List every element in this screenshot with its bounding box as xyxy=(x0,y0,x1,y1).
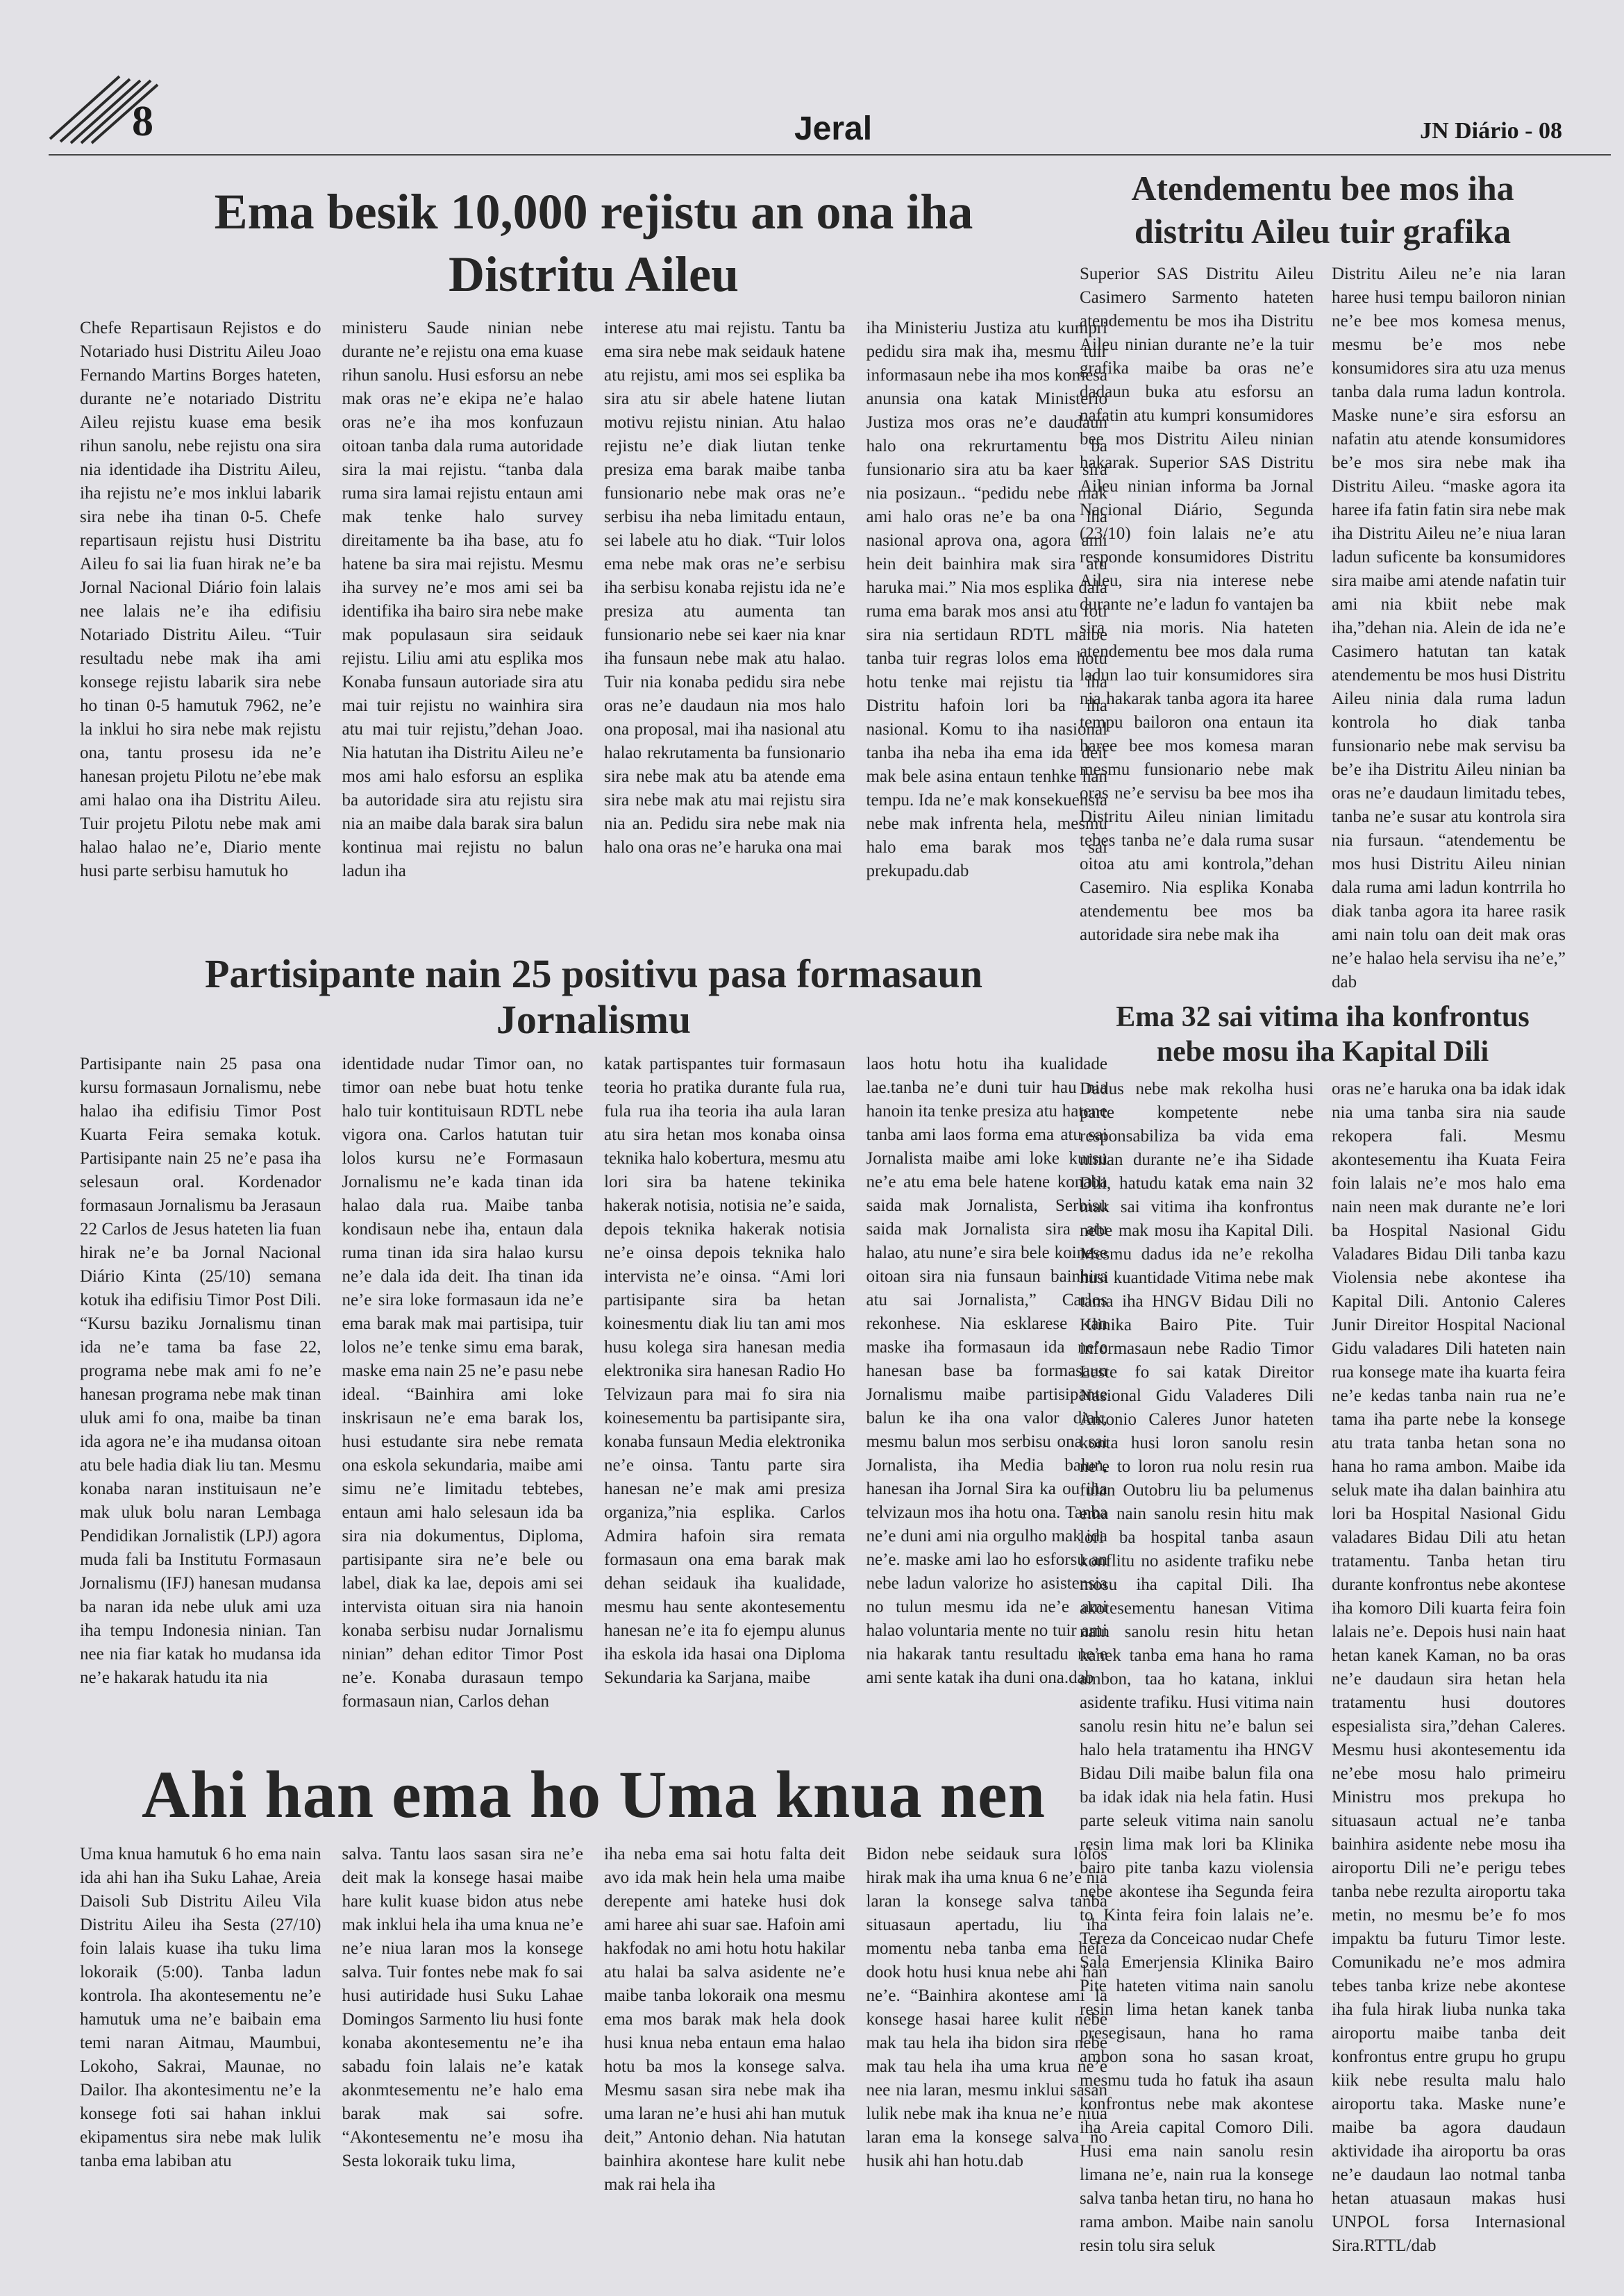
article-journalism-col-3: katak partispantes tuir formasaun teoria ho pratika durante fula rua, fula rua iha teoria iha aula laran atu sira hetan mos konaba oinsa teknika halo kobertura, mesmu atu lori sira ba hatene tekinika hakerak notisia, notisia ne’e saida, depois teknika hakerak notisia ne’e oinsa depois teknika halo intervista ne’e oinsa. “Ami lori partisipante sira ba hetan koinesmentu diak liu tan ami mos husu kolega sira hanesan media elektronika sira hanesan Radio Ho Telvizaun para mai fo sira nia koinesementu ba partisipante sira, konaba funsaun Media elektronika ne’e oinsa. Tantu parte sira hanesan ne’e mak ami presiza organiza,”nia esplika. Carlos Admira hafoin sira remata formasaun ona ema barak mak dehan seidauk iha kualidade, mesmu hau sente akontesementu hanesan ne’e ita fo ejempu alunus iha eskola ida hasai ona Diploma Sekundaria ka Sarjana, maibe xyxy=(604,1055,846,1687)
article-journalism-col-4: laos hotu hotu iha kualidade lae.tanba ne’e duni tuir hau nia hanoin ita tenke presiza atu hatene tanba ami laos forma ema atu sai Jornalista maibe ami loke kursu ne’e atu ema bele hatene konaba saida mak Jornalista, Serbisu saida mak Jornalista sira atu halao, atu nune’e sira bele koinese oitoan sira nia funsaun bainhira atu sai Jornalista,” Carlos rekonhese. Nia esklarese tan maske iha formasaun ida ne’e hanesan base ba formasaun Jornalismu maibe partisipante balun ke iha ona valor diak, mesmu balun mos serbisu ona sai Jornalista, iha Media balun, hanesan iha Jornal Sira ka ou iha telvizaun mos iha hotu ona. Tanba ne’e duni ami nia orgulho mak ida ne’e. maske ami lao ho esforsu an nebe ladun valorize ho asistensia no tulun mesmu ida ne’e ami halao voluntaria mente no tuir ami nia hakarak tantu resultadu ne’e ami sente katak iha duni ona.dab xyxy=(866,1055,1107,1687)
article-fire-col-2: salva. Tantu laos sasan sira ne’e deit mak la konsege hasai maibe hare kulit kuase bidon atus nebe mak inklui hela iha uma knua ne’e ne’e niua laran mos la konsege salva. Tuir fontes nebe mak fo sai husi autiridade husi Suku Lahae Domingos Sarmento liu husi fonte konaba akontesementu ne’e iha sabadu foin lalais ne’e katak akonmtesementu ne’e halo ema barak mak sai sofre. “Akontesementu ne’e mosu iha Sesta lokoraik tuku lima, xyxy=(342,1845,583,2170)
article-registration-headline: Ema besik 10,000 rejistu an ona iha Distritu Aileu xyxy=(214,184,973,302)
article-water xyxy=(1080,167,1566,998)
article-fire-col-1: Uma knua hamutuk 6 ho ema nain ida ahi han iha Suku Lahae, Areia Daisoli Sub Distritu Aileu Vila Distritu Aileu iha Sesta (27/10) foin lalais kuase iha tuku lima lokoraik (5:00). Tanba ladun kontrola. Iha akontesementu ne’e hamutuk uma ne’e baibain ema temi naran Aitmau, Maumbui, Lokoho, Sakrai, Maunae, no Dailor. Iha akontesimentu ne’e la konsege foti sai hahan inklui ekipamentus sira nebe mak lulik tanba ema labiban atu xyxy=(80,1845,321,2170)
article-journalism-headline: Partisipante nain 25 positivu pasa formasaun Jornalismu xyxy=(205,951,982,1042)
page-number: 8 xyxy=(132,98,153,145)
article-journalism xyxy=(80,951,1107,1747)
article-fire-col-4: Bidon nebe seidauk sura lolos hirak mak iha uma knua 6 ne’e nia laran la konsege salva tanba situasaun apertadu, liu iha momentu neba tanba ema hela dook hotu husi knua nebe ahi han ne’e. “Bainhira akontese ami la konsege hasai haree kulit nebe mak tau hela iha bidon sira nebe mak tau hela iha uma krua ne’e nee nia laran, mesmu inklui sasan lulik nebe mak iha knua ne’e niua laran ema la konsege salva no husik ahi han hotu.dab xyxy=(866,1845,1107,2170)
header-rule xyxy=(49,154,1611,156)
article-registration xyxy=(80,181,1107,948)
article-victims-col-2: oras ne’e haruka ona ba idak idak nia uma tanba sira nia saude rekopera fali. Mesmu akontesementu iha Kuata Feira foin lalais ne’e mos halo ema nain neen mak durante ne’e lori ba Hospital Nasional Gidu Valadares Bidau Dili tanba kazu Violensia nebe akontese iha Kapital Dili. Antonio Caleres Junir Direitor Hospital Nacional Gidu valadares Dili hateten nain rua konsege mate iha kuarta feira ne’e kedas tanba nain rua ne’e tama iha parte nebe la konsege atu trata tanba hetan sona no hana ho rama ambon. Maibe ida seluk mate iha dalan bainhira atu lori ba Hospital Nasional Gidu valadares Bidau Dili atu hetan tratamentu. Tanba hetan tiru durante konfrontus nebe akontese iha komoro Dili kuarta feira foin lalais ne’e. Depois husi nain haat hetan kanek Kaman, no ba oras ne’e daudaun sira hetan hela tratamentu husi doutores espesialista sira,”dehan Caleres. Mesmu husi akontesementu ida ne’ebe mosu halo primeiru Ministru mos prekupa ho situasaun actual ne’e tanba bainhira asidente nebe mosu iha airoportu Dili ne’e perigu tebes tanba nebe rezulta airoportu taka metin, no mesmu be’e fo mos impaktu ba futuru Timor leste. Comunikadu ne’e mos admira tebes tanba krize nebe akontese iha fula hirak liuba nunka taka airoportu maibe tanba deit konfrontus entre grupu ho grupu kiik nebe resulta malu halo airoportu taka. Maske nune’e maibe ba agora daudaun aktividade iha airoportu ba oras ne’e daudaun lao notmal tanba hetan atuasaun makas husi UNPOL forsa Internasional Sira.RTTL/dab xyxy=(1332,1080,1566,2255)
page-header xyxy=(0,0,1624,160)
article-victims-headline: Ema 32 sai vitima iha konfrontus nebe mosu iha Kapital Dili xyxy=(1116,1001,1530,1068)
article-journalism-col-1: Partisipante nain 25 pasa ona kursu formasaun Jornalismu, nebe halao iha edifisiu Timor Post Kuarta Feira semaka kotuk. Partisipante nain 25 ne’e pasa iha selesaun oral. Kordenador formasaun Jornalismu ba Jerasaun 22 Carlos de Jesus hateten lia fuan hirak ne’e ba Jornal Nacional Diário Kinta (25/10) semana kotuk iha edifisiu Timor Post Dili. “Kursu baziku Jornalismu tinan ida ne’e tama ba fase 22, programa nebe mak ami fo ne’e hanesan programa nebe mak tinan uluk ami fo ona, maibe ba tinan ida agora ne’e iha mudansa oitoan atu bele hadia diak liu tan. Mesmu konaba naran instituisaun ne’e mak uluk bolu naran Lembaga Pendidikan Jornalistik (LPJ) agora muda fali ba Institutu Formasaun Jornalismu (IFJ) hanesan mudansa ba naran ida nebe uluk ami uza iha tempu Indonesia ninian. Tan nee nia fiar katak ho mudansa ida ne’e hakarak hatudu ita nia xyxy=(80,1055,321,1687)
article-fire-headline: Ahi han ema ho Uma knua nen xyxy=(142,1757,1046,1832)
article-water-headline: Atendementu bee mos iha distritu Aileu tuir grafika xyxy=(1131,169,1514,251)
paper-folio: JN Diário - 08 xyxy=(1420,118,1562,144)
article-fire xyxy=(80,1757,1107,2218)
article-journalism-col-2: identidade nudar Timor oan, no timor oan nebe buat hotu tenke halo tuir kontituisaun RDTL nebe vigora ona. Carlos hatutan tuir lolos kursu ne’e Formasaun Jornalismu ne’e kada tinan ida halao dala rua. Maibe tanba kondisaun nebe iha, entaun dala ruma tinan ida sira halao kursu ne’e dala ida deit. Iha tinan ida ne’e sira loke formasaun ida ne’e ema barak mak mai partisipa, tuir lolos ne’e tenke simu ema barak, maske ema nain 25 ne’e pasu nebe ideal. “Bainhira ami loke inskrisaun ne’e ema barak los, husi estudante sira nebe remata ona eskola sekundaria, maibe ami simu ne’e limitadu tebtebes, entaun ami halo selesaun ida ba sira nia dokumentus, Diploma, partisipante sira ne’e bele ou label, diak ka lae, depois ami sei intervista oituan sira nia hanoin konaba serbisu nudar Jornalismu ninian” dehan editor Timor Post ne’e. Konaba durasaun tempo formasaun nian, Carlos dehan xyxy=(342,1055,583,1711)
article-victims xyxy=(1080,1000,1566,2255)
article-water-col-1: Superior SAS Distritu Aileu Casimero Sarmento hateten atendementu be mos iha Distritu Aileu ninian durante ne’e la tuir grafika maibe ba oras ne’e dadaun buka atu esforsu an nafatin atu kumpri konsumidores bee mos Distritu Aileu ninian hakarak. Superior SAS Distritu Aileu ninian informa ba Jornal Nacional Diário, Segunda (23/10) foin lalais ne’e atu responde konsumidores Distritu Aileu, sira nia interese nebe durante ne’e ladun fo vantajen ba sira nia moris. Nia hateten atendementu bee mos dala ruma ladun lao tuir konsumidores sira nia hakarak tanba agora ita haree tempu bailoron ona entaun ita haree bee mos komesa maran mesmu funsionario nebe mak oras ne’e servisu ba bee mos iha Distritu Aileu ninian limitadu tebes tanba ne’e dala ruma susar oitoa atu ami kontrola,”dehan Casemiro. Nia esplika Konaba atendementu bee mos ba autoridade sira nebe mak iha xyxy=(1080,265,1314,944)
article-registration-col-2: ministeru Saude ninian nebe durante ne’e rejistu ona ema kuase rihun sanolu. Husi esforsu an nebe mak oras ne’e ekipa ne’e halao oras ne’e iha mos konfuzaun oitoan tanba dala ruma autoridade sira la mai rejistu. “tanba dala ruma sira lamai rejistu entaun ami mak tenke halo survey direitamente ba iha base, atu fo hatene ba sira mai rejistu. Mesmu iha survey ne’e mos ami sei ba identifika iha bairo sira nebe make mak populasaun sira seidauk rejistu. Liliu ami atu esplika mos Konaba funsaun autoriade sira atu mai tuir rejistu no wainhira sira atu mai tuir rejistu,”dehan Joao. Nia hatutan iha Distritu Aileu ne’e mos ami halo esforsu an esplika ba autoridade sira atu rejistu sira nia an maibe dala barak sira balun kontinua mai rejistu no balun ladun iha xyxy=(342,319,583,880)
article-registration-col-4: iha Ministeriu Justiza atu kumpri pedidu sira mak iha, mesmu tuir informasaun nebe iha mos komesa anunsia ona katak Ministerio Justiza mos oras ne’e daudaun halo ona rekrurtamentu ba funsionario sira atu ba kaer sira nia posizaun.. “pedidu nebe mak ami halo oras ne’e ba ona iha nasional aprova ona, agora ami hein deit bainhira mak sira atu haruka mai.” Nia mos esplika dala ruma ema barak mos ansi atu foti sira nia sertidaun RDTL maibe tanba tuir regras lolos ema hotu hotu tenke mai rejistu tia iha Distritu hafoin lori ba iha nasional. Komu to iha nasional tanba iha neba iha ema ida deit mak bele asina entaun tenhke han tempu. Ida ne’e mak konsekuensia nebe mak infrenta hela, mesmu halo ema barak mos sai prekupadu.dab xyxy=(866,319,1107,880)
section-title: Jeral xyxy=(794,110,873,147)
article-water-col-2: Distritu Aileu ne’e nia laran haree husi tempu bailoron ninian ne’e bee mos komesa menus, mesmu be’e mos nebe konsumidores sira atu uza menus tanba dala ruma ladun kontrola. Maske nune’e sira esforsu an nafatin atu atende konsumidores be’e mos sira nebe mak iha Distritu Aileu. “maske agora ita haree ifa fatin fatin sira nebe mak iha Distritu Aileu ne’e niua laran ladun suficente ba konsumidores sira maibe ami atende nafatin tuir ami nia kbiit nebe mak iha,”dehan nia. Alein de ida ne’e Casimero hatutan tan katak atendementu be mos husi Distritu Aileu ninia dala ruma ladun kontrola ho diak tanba funsionario nebe mak servisu ba be’e iha Distritu Aileu ninian ba oras ne’e daudaun limitadu tebes, tanba ne’e susar atu kontrola sira nia fursaun. “atendementu be mos husi Distritu Aileu ninian dala ruma ami ladun kontrrila ho diak tanba agora ita haree rasik ami nain tolu oan deit mak oras ne’e halao hela servisu iha ne’e,” dab xyxy=(1332,265,1566,991)
article-registration-col-3: interese atu mai rejistu. Tantu ba ema sira nebe mak seidauk hatene atu rejistu, ami mos sei esplika ba sira atu sir abele hatene liutan motivu rejistu ninian. Atu halao rejistu ne’e diak liutan tenke presiza ema barak maibe tanba funsionario nebe mak oras ne’e serbisu iha neba limitadu entaun, sei labele atu ho diak. “Tuir lolos ema nebe mak oras ne’e serbisu iha serbisu konaba rejistu ida ne’e presiza atu aumenta tan funsionario nebe sei kaer nia knar iha funsaun nebe mak atu halao. Tuir nia konaba pedidu sira nebe oras ne’e daudaun nia mos halo ona proposal, mai iha nasional atu halao rekrutamenta ba funsionario sira nebe mak atu ba atende ema sira nebe mak atu mai rejistu sira nia an. Pedidu sira nebe mak nia halo ona oras ne’e haruka ona mai xyxy=(604,319,846,857)
article-victims-col-1: Dadus nebe mak rekolha husi parte kompetente nebe responsabiliza ba vida ema ninian durante ne’e iha Sidade Dili, hatudu katak ema nain 32 mak sai vitima iha konfrontus nebe mak mosu iha Kapital Dili. Mesmu dadus ida ne’e rekolha husi kuantidade Vitima nebe mak tama iha HNGV Bidau Dili no Klinika Bairo Pite. Tuir informasaun nebe Radio Timor Leste fo sai katak Direitor Nasional Gidu Valaderes Dili Antonio Caleres Junor hateten konta husi loron sanolu resin ne’e to loron rua nolu resin rua fulan Outobru liu ba pelumenus ema nain sanolu resin hitu mak lori ba hospital tanba asaun konflitu no asidente trafiku nebe mosu iha capital Dili. Iha akotesementu hanesan Vitima nain sanolu resin hitu hetan kanek tanba ema hana ho rama ambon, taa ho katana, inklui asidente trafiku. Husi vitima nain sanolu resin hitu ne’e balun sei halo hela tratamentu iha HNGV Bidau Dili maibe balun fila ona ba idak idak nia hela fatin. Husi parte seleuk vitima nain sanolu resin lima mak lori ba Klinika bairo pite tanba kazu violensia nebe akontese iha Segunda feira to Kinta feira foin lalais ne’e. Tereza da Conceicao nudar Chefe Sala Emerjensia Klinika Bairo Pite hateten vitima nain sanolu resin lima hetan kanek tanba presegisaun, hana ho rama ambon sona ho sasan kroat, mesmu tuda ho fatuk iha asaun konfrontus nebe mak akontese iha Areia capital Comoro Dili. Husi ema nain sanolu resin limana ne’e, nain rua la konsege salva tanba hetan tiru, no hana ho rama ambon. Maibe nain sanolu resin tolu sira seluk xyxy=(1080,1080,1314,2255)
article-registration-col-1: Chefe Repartisaun Rejistos e do Notariado husi Distritu Aileu Joao Fernando Martins Borges hateten, durante ne’e notariado Distritu Aileu rejistu kuase ema besik rihun sanolu, nebe rejistu ona sira nia identidade iha Distritu Aileu, iha rejistu ne’e mos inklui labarik sira nebe iha tinan 0-5. Chefe repartisaun rejistu husi Distritu Aileu fo sai lia fuan hirak ne’e ba Jornal Nacional Diário foin lalais nee lalais ne’e iha edifisiu Notariado Distritu Aileu. “Tuir resultadu nebe mak iha ami konsege rejistu labarik sira nebe ho tinan 0-5 hamutuk 7962, ne’e la inklui ho sira nebe mak rejistu ona, tantu prosesu ida ne’e hanesan projetu Pilotu ne’ebe mak ami halao ona iha Distritu Aileu. Tuir projetu Pilotu nebe mak ami halao halao ne’e, Diario mente husi parte serbisu hamutuk ho xyxy=(80,319,321,880)
article-fire-col-3: iha neba ema sai hotu falta deit avo ida mak hein hela uma maibe derepente ami hateke husi dok ami haree ahi suar sae. Hafoin ami hakfodak no ami hotu hotu hakilar atu halai ba salva asidente ne’e maibe tanba lokoraik ona mesmu ema mos barak mak hela dook husi knua neba entaun ema halao hotu ba mos la konsege salva. Mesmu sasan sira nebe mak iha uma laran ne’e husi ahi han mutuk deit,” Antonio dehan. Nia hatutan bainhira akontese hare kulit nebe mak rai hela iha xyxy=(604,1845,846,2194)
